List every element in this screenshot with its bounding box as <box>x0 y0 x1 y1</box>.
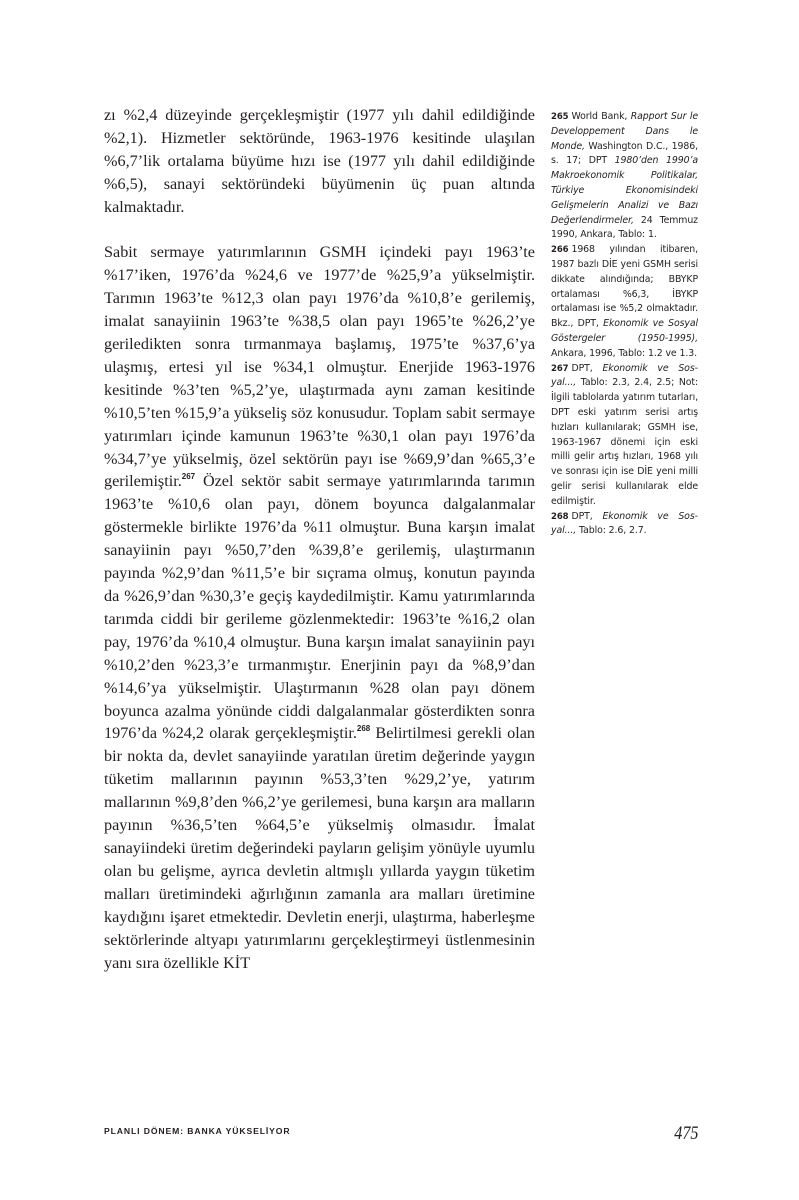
footnote-text: 1968 yılından itibaren, 1987 bazlı DİE yeni GSMH serisi dikkate alındığında; BBYKP ortalaması %6,3, İBYKP ortalaması ise %5,2 olmaktadır. Bkz., DPT, <box>551 244 698 330</box>
body-paragraph <box>104 241 535 974</box>
footnote-266 <box>551 243 698 361</box>
footnote-text: DPT, <box>571 510 603 522</box>
paragraph-text: Belirtilmesi gerekli olan bir nokta da, devlet sanayiinde yaratılan üretim değerinde yaygın tüketim mallarının payının %53,3’ten %29,2’ye, yatırım mallarının %9,8’den %6,2’ye gerilemesi, buna karşın ara malların payının %36,5’ten %64,5’e yükselmiş olmasıdır. İmalat sanayiindeki üretim değerindeki payların gelişim yönüyle uyumlu olan bu gelişme, ayrıca devletin altmışlı yıllarda yaygın tüketim malları üretimindeki ağırlığının zamanla ara malları üretimine kaydığını işaret etmektedir. Devletin enerji, ulaştırma, haberleşme sektörlerinde altyapı yatırımlarını gerçekleştirmeyi üstlenmesinin yanı sıra özellikle KİT <box>104 724 536 972</box>
main-text-column <box>104 104 535 974</box>
footnote-number: 266 <box>551 245 569 256</box>
footnote-text: 24 Temmuz 1990, Ankara, Tablo: 1. <box>551 214 698 241</box>
footnote-number: 265 <box>551 112 569 122</box>
footnote-reference[interactable]: 268 <box>356 724 371 734</box>
footnote-text: World Bank, <box>571 111 631 122</box>
footnote-text: DPT, <box>571 362 603 374</box>
footnote-text: Tablo: 2.6, 2.7. <box>576 525 647 537</box>
footnote-number: 268 <box>551 511 569 522</box>
footnote-reference[interactable]: 267 <box>181 472 196 482</box>
footnote-number: 267 <box>551 363 569 374</box>
footnote-title-text: Ekonomik ve Sosyal Göstergeler (1950-1995), <box>551 318 698 344</box>
paragraph-text: Özel sektör sabit sermaye yatırımlarında tarımın 1963’te %10,6 olan payı, dönem boyunca dalgalanmalar göstermekle birlikte 1976’da %11 olmuştur. Buna karşın imalat sanayiinin payı %50,7’den %39,8’e gerilemiş, ulaştırmanın payında %2,9’dan %11,5’e bir sıçrama olmuş, konutun payında da %26,9’dan %30,3’e geçiş kaydedilmiştir. Kamu yatırımlarında tarımda ciddi bir gerileme gözlenmektedir: 1963’te %16,2 olan pay, 1976’da %10,4 olmuştur. Buna karşın imalat sanayiinin payı %10,2’den %23,3’e tırmanmıştır. Enerjinin payı da %8,9’dan %14,6’ya yükselmiştir. Ulaştırmanın %28 olan payı dönem boyunca azalma yönünde ciddi dalgalanmalar gösterdikten sonra 1976’da %24,2 olarak gerçekleşmiştir. <box>104 472 535 743</box>
paragraph-text: Sabit sermaye yatırımlarının GSMH içindeki payı 1963’te %17’iken, 1976’da %24,6 ve 1977’de %25,9’a yükselmiştir. Tarımın 1963’te %12,3 olan payı 1976’da %10,8’e gerilemiş, imalat sanayiinin 1963’te %38,5 olan payı 1965’te %26,2’ye geriledikten sonra tırmanmaya başlamış, 1975’te %37,6’ya ulaşmış, ertesi yıl ise %34,1 olmuştur. Enerjide 1963-1976 kesitinde %3’ten %5,2’ye, ulaştırmada aynı zaman kesitinde %10,5’ten %15,9’a yükseliş söz konusudur. Toplam sabit sermaye yatırımları içinde kamunun 1963’te %30,1 olan payı 1976’da %34,7’ye yükselmiş, özel sektörün payı ise %69,9’dan %65,3’e gerilemiştir. <box>104 243 535 491</box>
footnote-text: Ankara, 1996, Tablo: 1.2 ve 1.3. <box>551 347 697 359</box>
paragraph-text: zı %2,4 düzeyinde gerçekleşmiştir (1977 yılı dahil edildiğinde %2,1). Hizmetler sektöründe, 1963-1976 kesitinde ulaşılan %6,7’lik ortalama büyüme hızı ise (1977 yılı dahil edildiğinde %6,5), sanayi sektöründeki büyümenin üç puan altında kalmaktadır. <box>104 106 535 216</box>
footnote-267 <box>551 362 698 510</box>
footnote-text: Tablo: 2.3, 2.4, 2.5; Not: İlgili tablolarda yatırım tutarları, DPT eski yatırım serisi artış hızları kullanılarak; GSMH ise, 1963-1967 dönemi için eski milli gelir artış hızları, 1968 yılı ve sonrası için ise DİE yeni milli gelir serisi kullanılarak elde edilmiştir. <box>551 377 698 507</box>
footnote-title-text: 1980’den 1990’a Makroekonomik Politikalar, Türkiye Ekonomisindeki Gelişmelerin Analizi ve Bazı Değerlendirmeler, <box>551 155 698 226</box>
footnote-title-text: Ekonomik ve Sosyal..., <box>551 510 698 537</box>
page-number: 475 <box>673 1123 698 1144</box>
footnote-title-text: Rapport Sur le Developpement Dans le Monde, <box>551 111 698 152</box>
footnote-265 <box>551 110 698 243</box>
running-title: PLANLI DÖNEM: BANKA YÜKSELİYOR <box>104 1126 291 1136</box>
footnotes-column <box>551 110 698 539</box>
footnote-268 <box>551 510 698 540</box>
footnote-text: Washington D.C., 1986, s. 17; DPT <box>551 140 698 167</box>
body-paragraph <box>104 104 535 219</box>
footnote-title-text: Ekonomik ve Sosyal..., <box>551 362 698 389</box>
